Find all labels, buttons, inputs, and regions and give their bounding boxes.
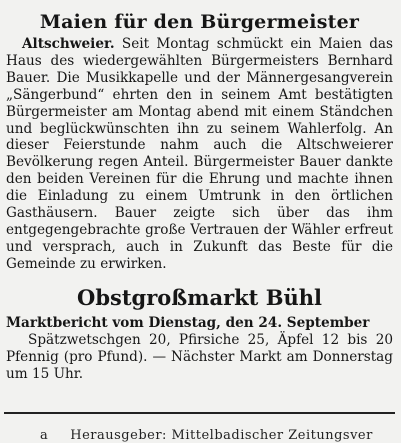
footer-mark: a [40,428,49,443]
market-report-body [6,332,393,383]
article-headline-maien: Maien für den Bürgermeister [39,11,360,33]
market-report-text: Spätzwetschgen 20, Pfirsiche 25, Äpfel 12 bis 20 Pfennig (pro Pfund). — Nächster Markt am Donnerstag um 15 Uhr. [6,331,393,382]
article-headline-obstgrossmarkt: Obstgroßmarkt Bühl [77,284,322,310]
footer-imprint [40,428,373,443]
footer-publisher-text: Herausgeber: Mittelbadischer Zeitungsver [70,428,373,443]
article-dateline: Altschweier. [22,36,115,52]
article-text: Seit Montag schmückt ein Maien das Haus des wiedergewählten Bürgermeisters Bernhard Bauer. Die Musikkapelle und der Männergesangverein „Sängerbund“ ehrten den in seinem Amt bestätigten Bürgermeister am Montag abend mit einem Ständchen und beglückwünschten ihn zu seinem Wahlerfolg. An dieser Feierstunde nahm auch die Altschweierer Bevölkerung regen Anteil. Bürgermeister Bauer dankte den beiden Vereinen für die Ehrung und machte ihnen die Einladung zu einem Umtrunk in den örtlichen Gasthäusern. Bauer zeigte sich über das ihm entgegengebrachte große Vertrauen der Wähler erfreut und versprach, auch in Zukunft das Beste für die Gemeinde zu erwirken. [6,36,393,272]
section-divider [4,412,395,414]
market-report-subhead: Marktbericht vom Dienstag, den 24. September [6,314,370,331]
article-body-maien [6,36,393,273]
